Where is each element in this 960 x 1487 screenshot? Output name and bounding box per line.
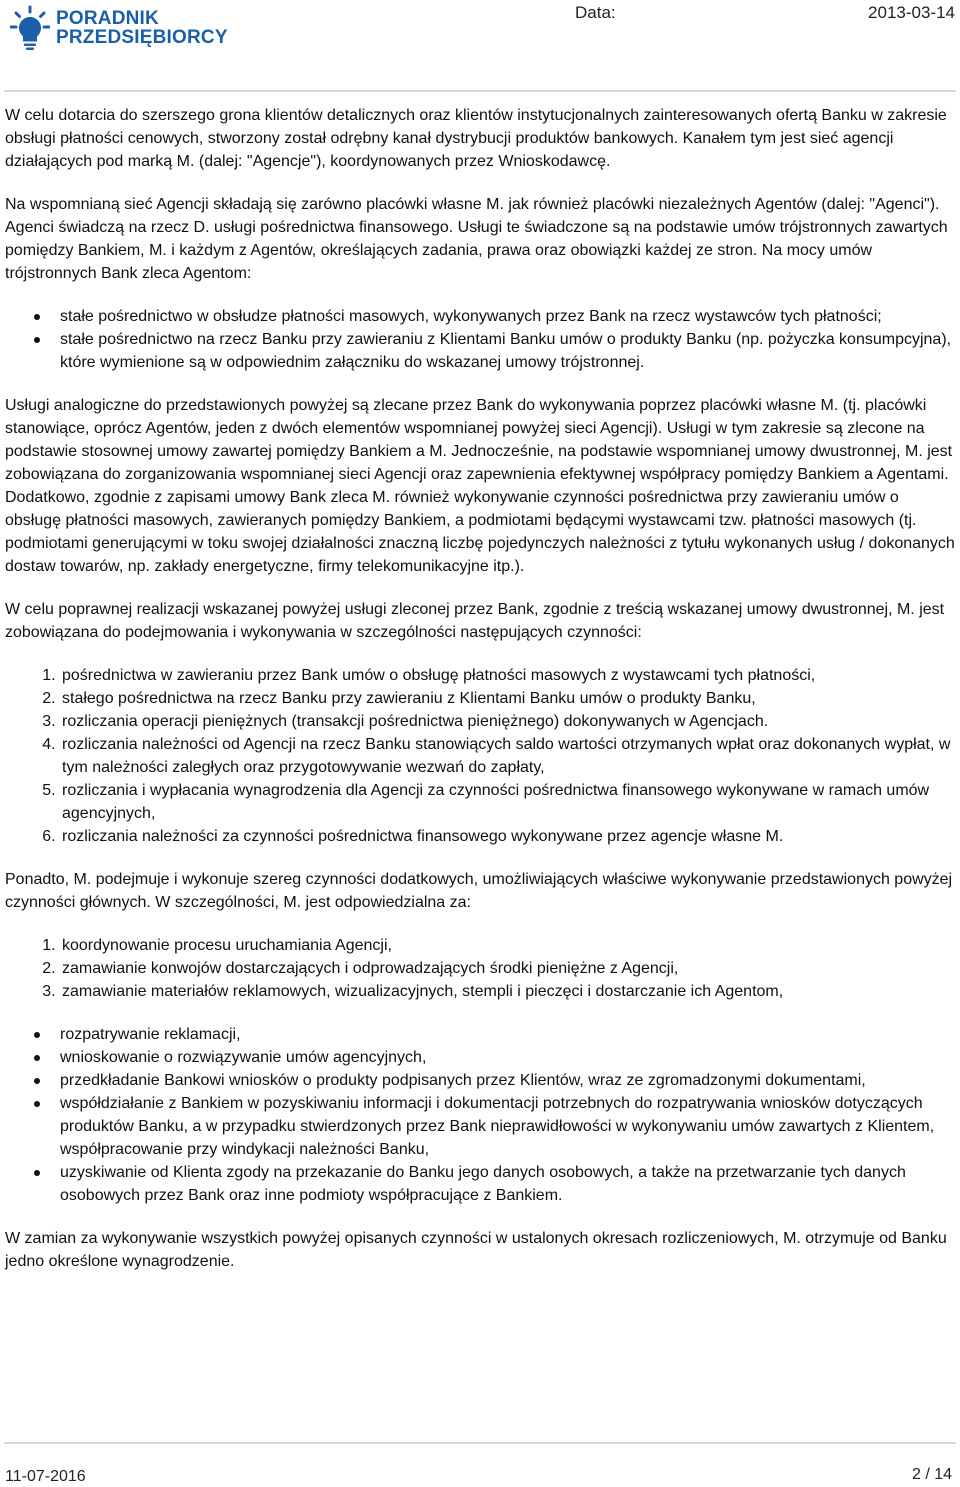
header-divider — [4, 90, 956, 92]
list-item: przedkładanie Bankowi wniosków o produkty podpisanych przez Klientów, wraz ze zgromadzonymi dokumentami, — [60, 1069, 955, 1092]
list-item: 1. pośrednictwa w zawieraniu przez Bank umów o obsługę płatności masowych z wystawcami tych płatności, — [60, 664, 955, 687]
page-number: 2 / 14 — [911, 1466, 952, 1483]
ordered-list-additional-activities — [5, 934, 955, 1003]
list-item: stałe pośrednictwo w obsłudze płatności masowych, wykonywanych przez Bank na rzecz wystawców tych płatności; — [60, 305, 955, 328]
list-item: 1. koordynowanie procesu uruchamiania Agencji, — [60, 934, 955, 957]
bullet-list-responsibilities — [5, 1023, 955, 1207]
list-item: wnioskowanie o rozwiązywanie umów agencyjnych, — [60, 1046, 955, 1069]
list-item: 6. rozliczania należności za czynności pośrednictwa finansowego wykonywane przez agencje własne M. — [60, 825, 955, 848]
logo-line-1: PORADNIK — [56, 8, 159, 29]
list-item: 4. rozliczania należności od Agencji na rzecz Banku stanowiących saldo wartości otrzymanych wpłat oraz dokonanych wypłat, w tym należności zaległych oraz przygotowywanie wezwań do zapłaty, — [60, 733, 955, 779]
list-item: 2. stałego pośrednictwa na rzecz Banku przy zawieraniu z Klientami Banku umów o produkty Banku, — [60, 687, 955, 710]
paragraph-additional: Ponadto, M. podejmuje i wykonuje szereg czynności dodatkowych, umożliwiających właściwe wykonywanie przedstawionych powyżej czynności głównych. W szczególności, M. jest odpowiedzialna za: — [5, 871, 953, 911]
date-value: 2013-03-14 — [868, 3, 955, 22]
list-item: 5. rozliczania i wypłacania wynagrodzenia dla Agencji za czynności pośrednictwa finansowego wykonywane w ramach umów agencyjnych, — [60, 779, 955, 825]
list-item: współdziałanie z Bankiem w pozyskiwaniu informacji i dokumentacji potrzebnych do rozpatrywania wniosków dotyczących produktów Banku, a w przypadku stwierdzonych przez Bank nieprawidłowości w wykonywaniu umów zawartych z Klientem, współpracowanie przy windykacji należności Banku, — [60, 1092, 955, 1161]
document-body — [5, 104, 955, 1293]
lightbulb-icon — [10, 5, 50, 51]
footer-date: 11-07-2016 — [5, 1468, 86, 1485]
list-item: rozpatrywanie reklamacji, — [60, 1023, 955, 1046]
paragraph-own-branches: Usługi analogiczne do przedstawionych powyżej są zlecane przez Bank do wykonywania poprzez placówki własne M. (tj. placówki stanowiące, oprócz Agentów, jeden z dwóch elementów wspomnianej powyżej sieci Agencji). Usługi w tym zakresie są zlecone na podstawie stosownej umowy zawartej pomiędzy Bankiem a M. Jednocześnie, na podstawie wspomnianej umowy dwustronnej, M. jest zobowiązana do zorganizowania wspomnianej sieci Agencji oraz zapewnienia efektywnej współpracy pomiędzy Bankiem a Agentami. Dodatkowo, zgodnie z zapisami umowy Bank zleca M. również wykonywanie czynności pośrednictwa przy zawieraniu umów o obsługę płatności masowych, zawieranych pomiędzy Bankiem, a podmiotami będącymi wystawcami tzw. płatności masowych (tj. podmiotami generującymi w toku swojej działalności znaczną liczbę pojedynczych należności z tytułu wykonanych usług / dokonanych dostaw towarów, np. zakłady energetyczne, firmy telekomunikacyjne itp.). — [5, 397, 955, 575]
paragraph-agencies: Na wspomnianą sieć Agencji składają się zarówno placówki własne M. jak również placówki niezależnych Agentów (dalej: "Agenci"). Agenci świadczą na rzecz D. usługi pośrednictwa finansowego. Usługi te świadczone są na podstawie umów trójstronnych zawartych pomiędzy Bankiem, M. i każdym z Agentów, określających zadania, prawa oraz obowiązki każdej ze stron. Na mocy umów trójstronnych Bank zleca Agentom: — [5, 196, 948, 282]
paragraph-obligations: W celu poprawnej realizacji wskazanej powyżej usługi zleconej przez Bank, zgodnie z treścią wskazanej umowy dwustronnej, M. jest zobowiązana do podejmowania i wykonywania w szczególności następujących czynności: — [5, 601, 945, 641]
footer-divider — [4, 1442, 956, 1444]
paragraph-remuneration: W zamian za wykonywanie wszystkich powyżej opisanych czynności w ustalonych okresach rozliczeniowych, M. otrzymuje od Banku jedno określone wynagrodzenie. — [5, 1230, 947, 1270]
logo-text — [56, 9, 228, 47]
logo[interactable] — [10, 5, 228, 51]
list-item: stałe pośrednictwo na rzecz Banku przy zawieraniu z Klientami Banku umów o produkty Banku (np. pożyczka konsumpcyjna), które wymienione są w odpowiednim załączniku do wskazanej umowy trójstronnej. — [60, 328, 955, 374]
date-label: Data: — [575, 3, 616, 22]
list-item: 3. zamawianie materiałów reklamowych, wizualizacyjnych, stempli i pieczęci i dostarczanie ich Agentom, — [60, 980, 955, 1003]
list-item: uzyskiwanie od Klienta zgody na przekazanie do Banku jego danych osobowych, a także na przetwarzanie tych danych osobowych przez Bank oraz inne podmioty współpracujące z Bankiem. — [60, 1161, 955, 1207]
list-item: 3. rozliczania operacji pieniężnych (transakcji pośrednictwa pieniężnego) dokonywanych w Agencjach. — [60, 710, 955, 733]
ordered-list-main-activities — [5, 664, 955, 848]
paragraph-intro: W celu dotarcia do szerszego grona klientów detalicznych oraz klientów instytucjonalnych zainteresowanych ofertą Banku w zakresie obsługi płatności cenowych, stworzony został odrębny kanał dystrybucji produktów bankowych. Kanałem tym jest sieć agencji działających pod marką M. (dalej: "Agencje"), koordynowanych przez Wnioskodawcę. — [5, 107, 947, 170]
bullet-list-agent-tasks — [5, 305, 955, 374]
logo-line-2: PRZEDSIĘBIORCY — [56, 27, 228, 48]
list-item: 2. zamawianie konwojów dostarczających i odprowadzających środki pieniężne z Agencji, — [60, 957, 955, 980]
page-header — [0, 0, 960, 92]
